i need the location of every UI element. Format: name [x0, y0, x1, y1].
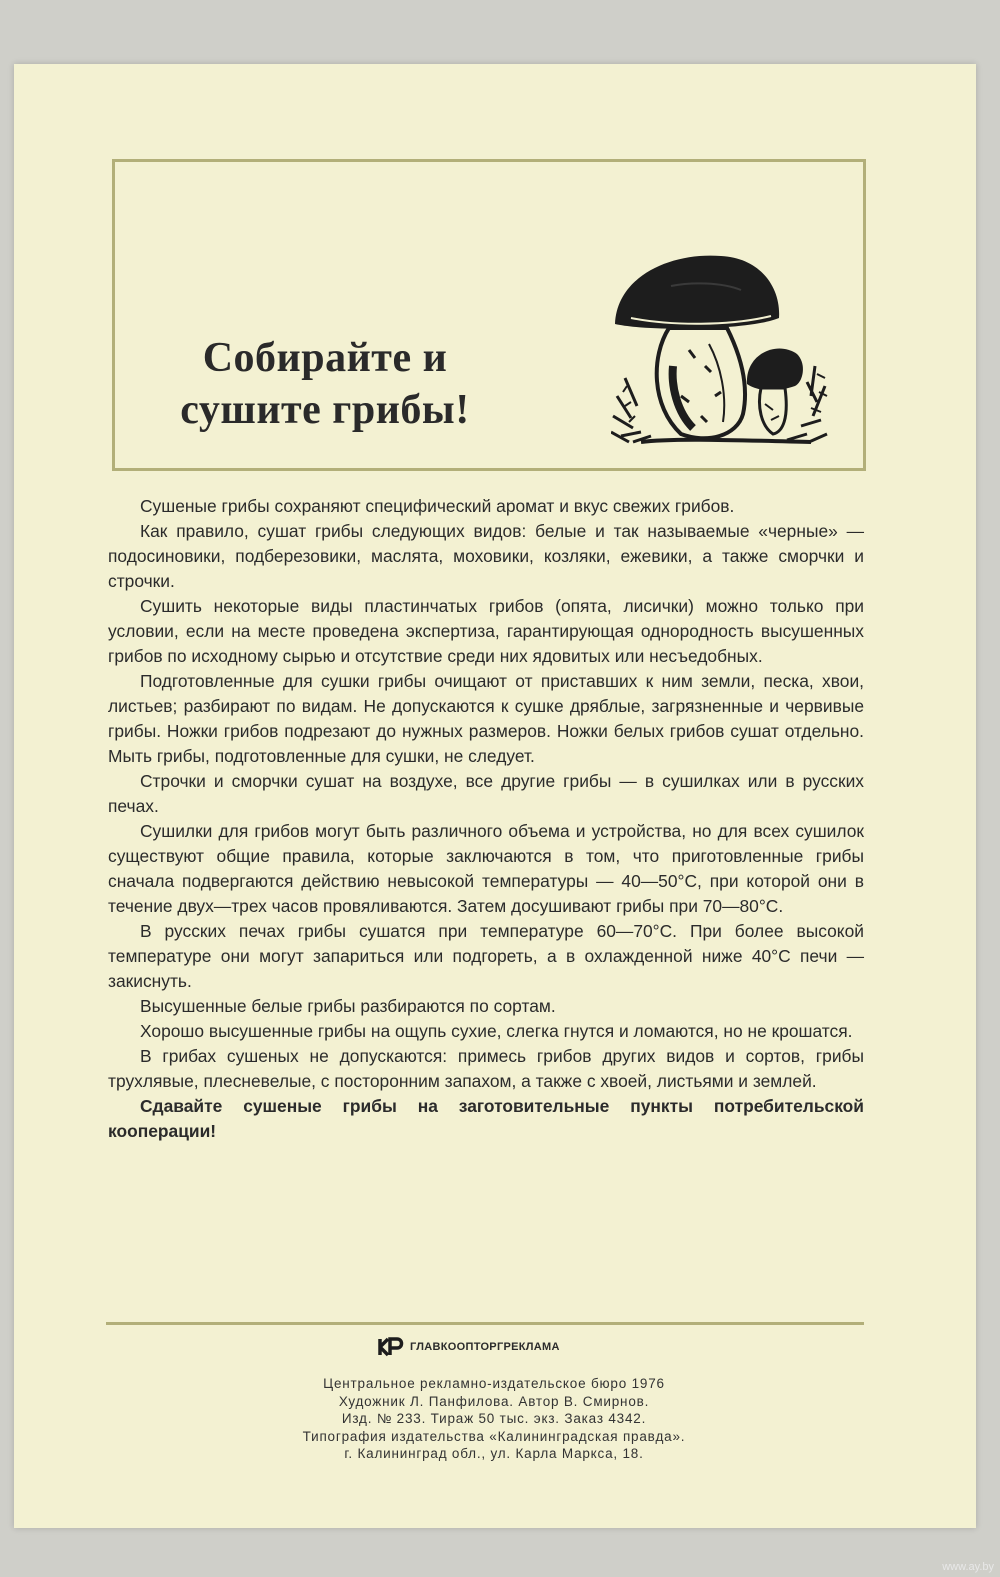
paragraph: Сушилки для грибов могут быть различного объема и устройства, но для всех сушилок существуют общие правила, которые заключаются в том, что приготовленные грибы сначала подвергаются действию невысокой температуры — 40—50°С, при которой они в течение двух—трех часов провяливаются. Затем досушивают грибы при 70—80°С. — [108, 821, 864, 916]
leaflet-page — [14, 64, 976, 1528]
imprint-line: Центральное рекламно-издательское бюро 1976 — [323, 1376, 665, 1391]
publisher-mark — [378, 1336, 560, 1358]
imprint-line: Изд. № 233. Тираж 50 тыс. экз. Заказ 4342. — [341, 1411, 647, 1426]
paragraph: Сушить некоторые виды пластинчатых грибов (опята, лисички) можно только при условии, если на месте проведена экспертиза, гарантирующая однородность высушенных грибов по исходному сырью и отсутствие среди них ядовитых или несъедобных. — [108, 596, 864, 666]
footer-divider — [106, 1322, 864, 1325]
paragraph: В грибах сушеных не допускаются: примесь грибов других видов и сортов, грибы трухлявые, плесневелые, с посторонним запахом, а также с хвоей, листьями и землей. — [108, 1046, 864, 1091]
paragraph: Как правило, сушат грибы следующих видов: белые и так называемые «черные» — подосиновики, подберезовики, маслята, моховики, козляки, ежевики, а также сморчки и строчки. — [108, 521, 864, 591]
paragraph: Строчки и сморчки сушат на воздухе, все другие грибы — в сушилках или в русских печах. — [108, 771, 864, 816]
paragraph: Хорошо высушенные грибы на ощупь сухие, слегка гнутся и ломаются, но не крошатся. — [140, 1021, 853, 1041]
page-title — [145, 332, 505, 436]
paragraph: В русских печах грибы сушатся при температуре 60—70°С. При более высокой температуре они могут запариться или подгореть, а в охлажденной ниже 40°С печи — закиснуть. — [108, 921, 864, 991]
imprint — [194, 1375, 794, 1463]
imprint-line: Художник Л. Панфилова. Автор В. Смирнов. — [338, 1393, 650, 1409]
title-line-2: сушите грибы! — [180, 387, 470, 433]
article-body — [108, 494, 864, 1144]
paragraph: Высушенные белые грибы разбираются по сортам. — [140, 996, 556, 1016]
paragraph: Сушеные грибы сохраняют специфический аромат и вкус свежих грибов. — [140, 496, 735, 516]
paragraph: Подготовленные для сушки грибы очищают от приставших к ним земли, песка, хвои, листьев; разбирают по видам. Не допускаются к сушке дряблые, загрязненные и червивые грибы. Ножки грибов подрезают до нужных размеров. Ножки белых грибов сушат отдельно. Мыть грибы, подготовленные для сушки, не следует. — [108, 671, 864, 766]
closing-appeal: Сдавайте сушеные грибы на заготовительные пункты потребительской кооперации! — [108, 1096, 864, 1141]
imprint-line: Типография издательства «Калининградская правда». — [302, 1428, 686, 1444]
publisher-name: ГЛАВКООПТОРГРЕКЛАМА — [410, 1341, 560, 1353]
imprint-line: г. Калининград обл., ул. Карла Маркса, 18. — [344, 1446, 644, 1461]
header-frame — [112, 159, 866, 471]
mushroom-icon — [611, 246, 835, 446]
site-watermark: www.ay.by — [942, 1561, 994, 1573]
glavkooptorgreklama-logo-icon — [378, 1337, 404, 1357]
title-line-1: Собирайте и — [202, 335, 448, 381]
